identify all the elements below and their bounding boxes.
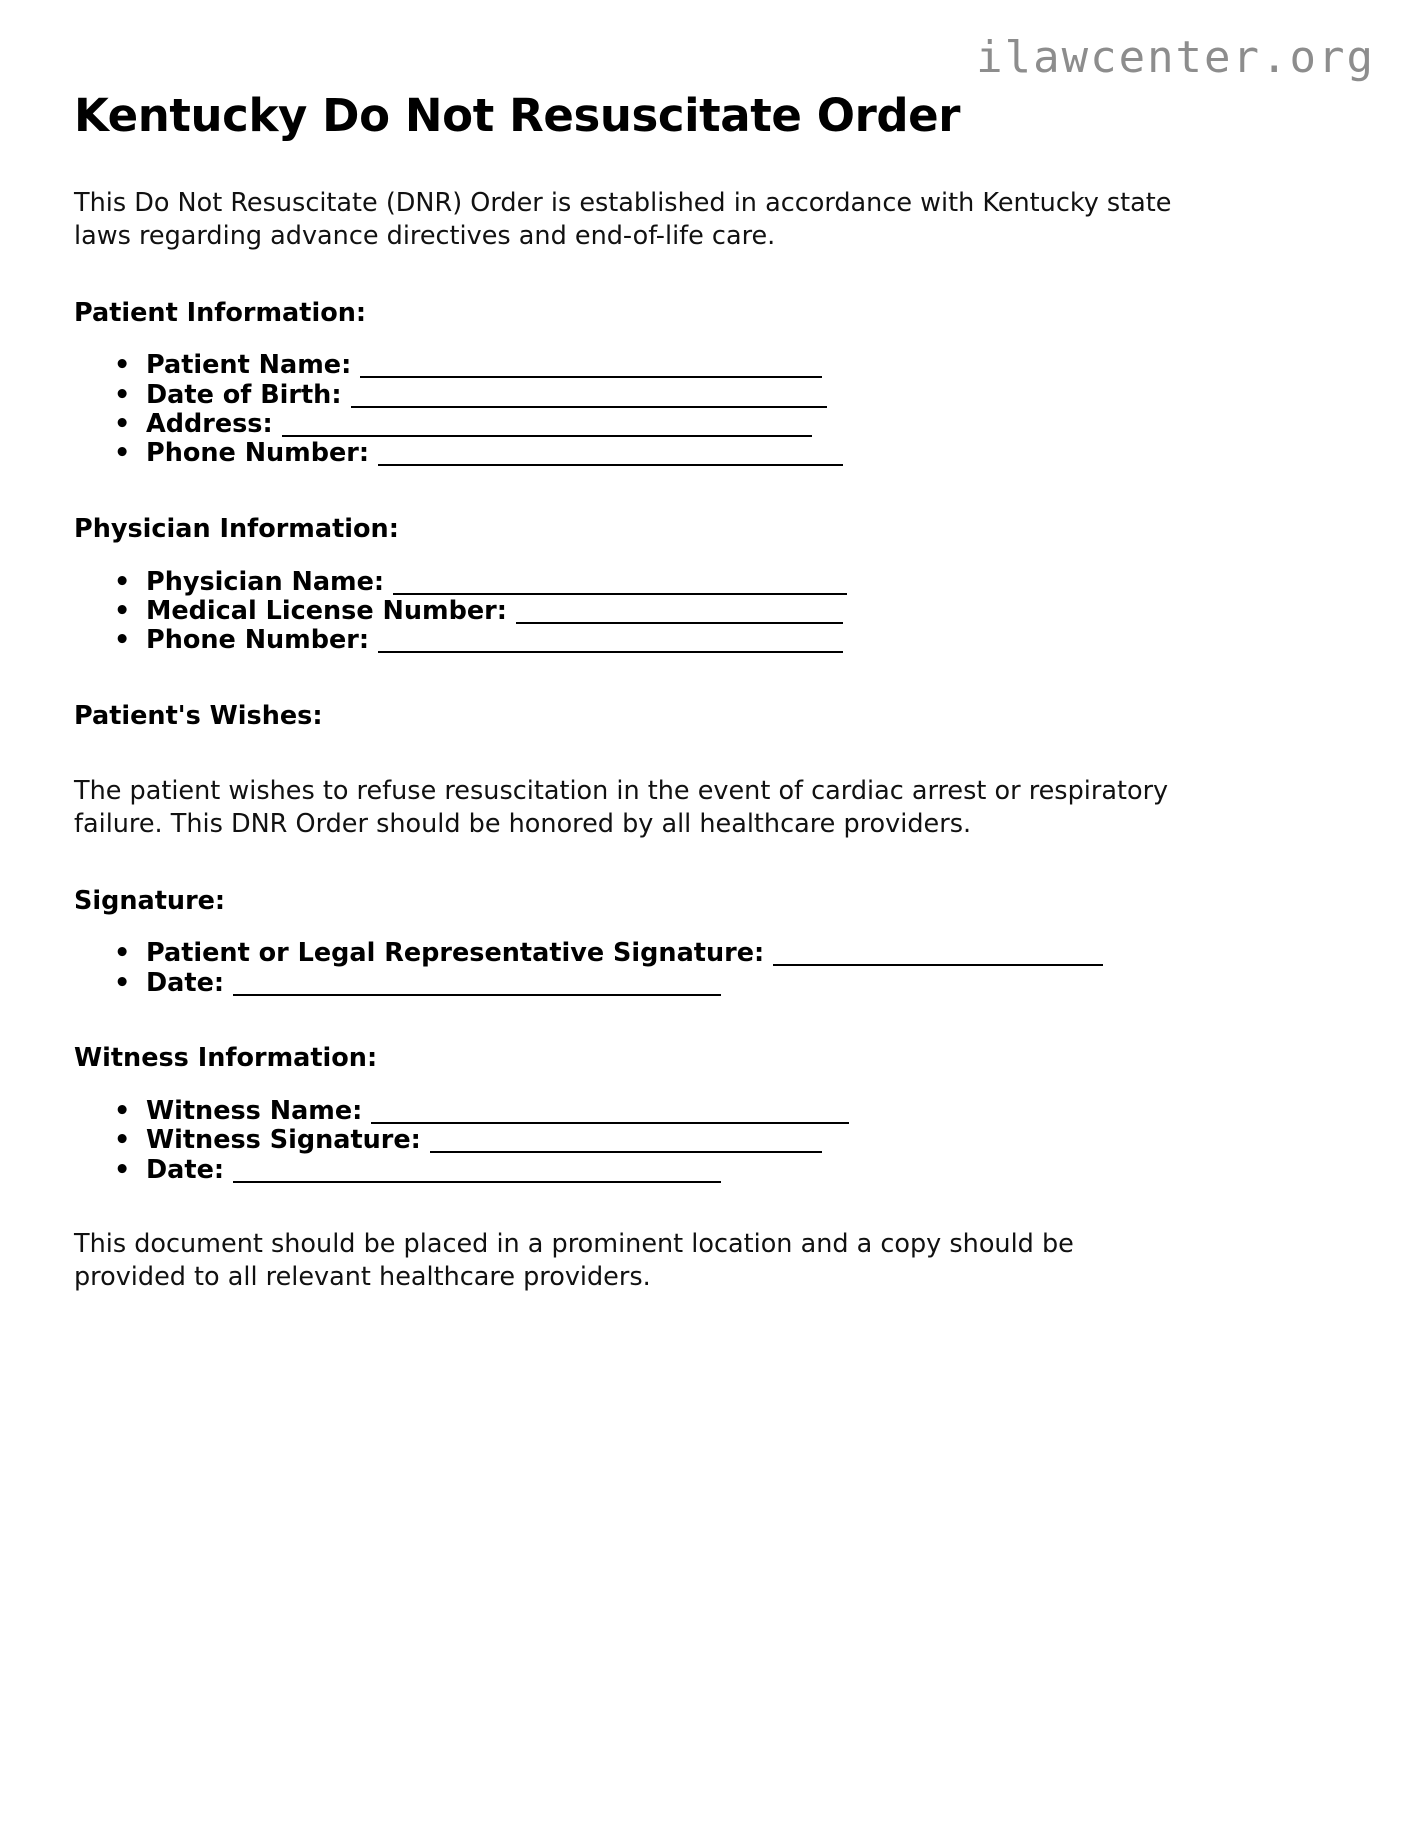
site-watermark: ilawcenter.org: [976, 32, 1375, 83]
field-label: Phone Number:: [146, 625, 370, 656]
field-label: Medical License Number:: [146, 595, 507, 626]
physician-information-field-list: [74, 568, 1344, 656]
field-label: Physician Name:: [146, 566, 385, 597]
field-label: Patient or Legal Representative Signature:: [146, 938, 765, 969]
section-heading-physician-information: Physician Information:: [74, 513, 399, 544]
blank-line[interactable]: [378, 650, 843, 653]
section-heading-patient-information: Patient Information:: [74, 297, 367, 328]
list-item: [114, 351, 1344, 380]
patient-information-field-list: [74, 351, 1344, 469]
blank-line[interactable]: [378, 463, 843, 466]
list-item: [114, 568, 1344, 597]
document-content: [74, 88, 1344, 1293]
section-heading-patients-wishes: Patient's Wishes:: [74, 700, 323, 731]
blank-line[interactable]: [233, 1180, 721, 1183]
blank-line[interactable]: [233, 993, 721, 996]
blank-line[interactable]: [360, 375, 822, 378]
list-item: [114, 410, 1344, 439]
witness-information-field-list: [74, 1097, 1344, 1185]
list-item: [114, 1126, 1344, 1155]
list-item: [114, 597, 1344, 626]
blank-line[interactable]: [430, 1150, 822, 1153]
list-item: [114, 939, 1344, 968]
field-label: Date:: [146, 967, 225, 998]
blank-line[interactable]: [371, 1121, 849, 1124]
blank-line[interactable]: [516, 621, 843, 624]
blank-line[interactable]: [773, 963, 1103, 966]
list-item: [114, 1156, 1344, 1185]
field-label: Date:: [146, 1154, 225, 1185]
field-label: Date of Birth:: [146, 379, 342, 410]
field-label: Phone Number:: [146, 438, 370, 469]
section-heading-witness-information: Witness Information:: [74, 1043, 378, 1074]
field-label: Witness Signature:: [146, 1125, 421, 1156]
closing-paragraph: This document should be placed in a prominent location and a copy should be provided to all relevant healthcare providers.: [74, 1229, 1074, 1292]
field-label: Address:: [146, 409, 273, 439]
section-heading-signature: Signature:: [74, 885, 226, 916]
blank-line[interactable]: [282, 434, 812, 437]
list-item: [114, 1097, 1344, 1126]
signature-field-list: [74, 939, 1344, 998]
list-item: [114, 626, 1344, 655]
list-item: [114, 439, 1344, 468]
patients-wishes-paragraph: The patient wishes to refuse resuscitation in the event of cardiac arrest or respiratory failure. This DNR Order should be honored by all healthcare providers.: [74, 776, 1169, 840]
list-item: [114, 969, 1344, 998]
blank-line[interactable]: [393, 592, 847, 595]
field-label: Patient Name:: [146, 350, 352, 381]
list-item: [114, 381, 1344, 410]
page-title: Kentucky Do Not Resuscitate Order: [74, 89, 961, 142]
field-label: Witness Name:: [146, 1095, 363, 1126]
blank-line[interactable]: [351, 405, 827, 408]
intro-paragraph: This Do Not Resuscitate (DNR) Order is established in accordance with Kentucky state laws regarding advance directives and end-of-life care.: [74, 188, 1172, 251]
